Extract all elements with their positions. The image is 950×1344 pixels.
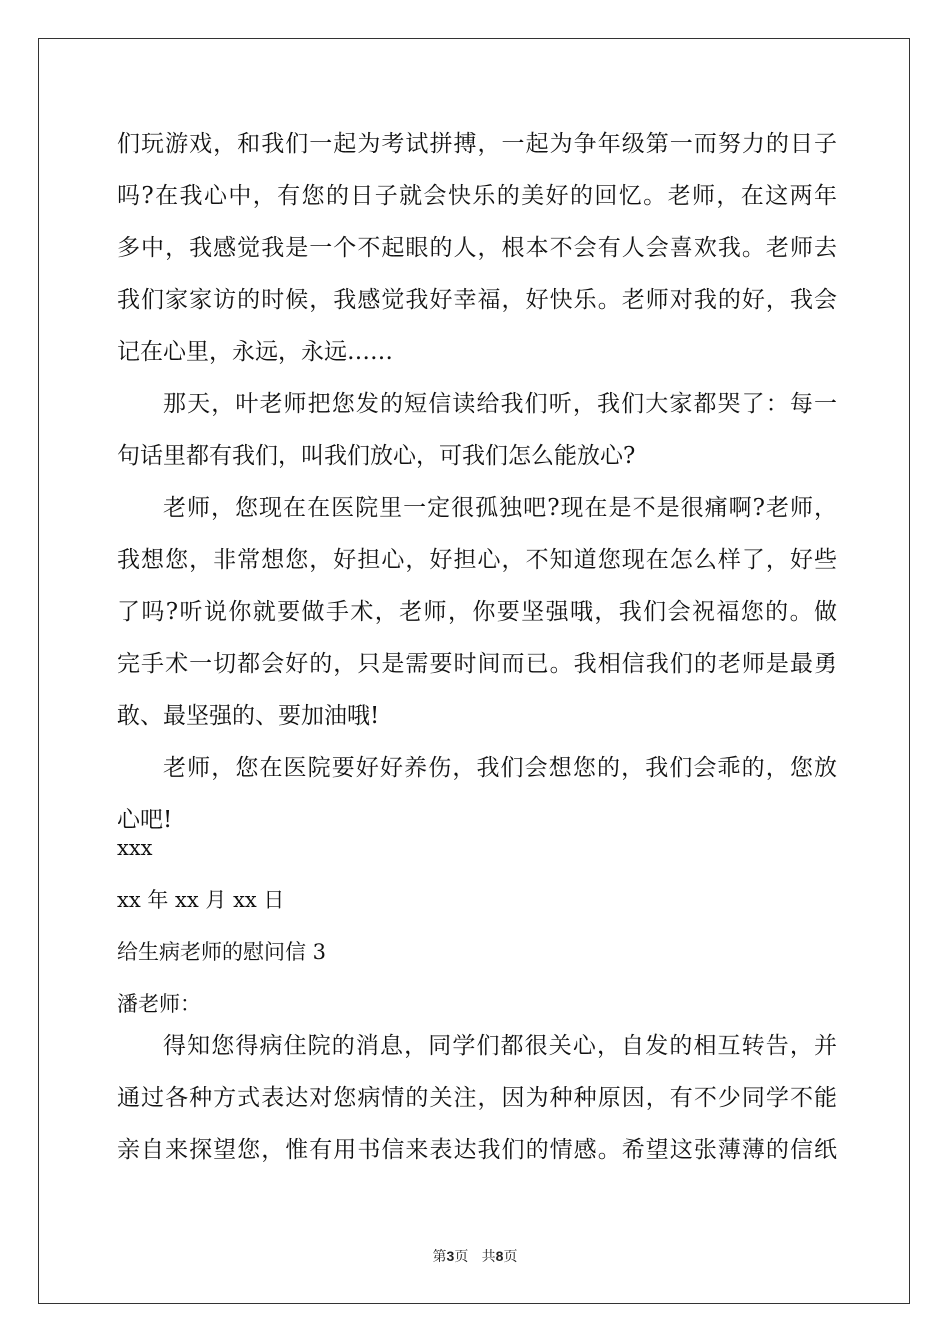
footer-current-page: 3 [446, 1248, 455, 1264]
paragraph-first-line: 得知您得病住院的消息，同学们都很关心，自发的相互转告，并 [163, 1033, 837, 1059]
paragraph-line: 记在心里，永远，永远…… [117, 339, 393, 365]
paragraph-first-line: 那天，叶老师把您发的短信读给我们听，我们大家都哭了：每一 [163, 391, 837, 417]
paragraph-line: 多中，我感觉我是一个不起眼的人，根本不会有人会喜欢我。老师去 [117, 235, 837, 261]
paragraph-line: 们玩游戏，和我们一起为考试拼搏，一起为争年级第一而努力的日子 [117, 131, 837, 157]
paragraph-line: 句话里都有我们，叫我们放心，可我们怎么能放心? [117, 443, 636, 469]
paragraph-line: 吗?在我心中，有您的日子就会快乐的美好的回忆。老师，在这两年 [117, 183, 837, 209]
signature-name: xxx [117, 836, 153, 860]
footer-suffix: 页 [503, 1249, 518, 1265]
paragraph-line: 我们家家访的时候，我感觉我好幸福，好快乐。老师对我的好，我会 [117, 287, 837, 313]
paragraph-line: 心吧! [117, 807, 173, 833]
paragraph-line: 完手术一切都会好的，只是需要时间而已。我相信我们的老师是最勇 [117, 651, 837, 677]
letter-title: 给生病老师的慰问信 3 [117, 940, 327, 964]
footer-total-pages: 8 [495, 1248, 504, 1264]
paragraph-line: 了吗?听说你就要做手术，老师，你要坚强哦，我们会祝福您的。做 [117, 599, 837, 625]
page-footer [0, 1246, 950, 1267]
paragraph-first-line: 老师，您在医院要好好养伤，我们会想您的，我们会乖的，您放 [163, 755, 837, 781]
footer-mid: 页 共 [454, 1249, 496, 1265]
paragraph-first-line: 老师，您现在在医院里一定很孤独吧?现在是不是很痛啊?老师， [163, 495, 837, 521]
paragraph-line: 通过各种方式表达对您病情的关注，因为种种原因，有不少同学不能 [117, 1085, 837, 1111]
paragraph-line: 亲自来探望您，惟有用书信来表达我们的情感。希望这张薄薄的信纸 [117, 1137, 837, 1163]
footer-prefix: 第 [432, 1249, 447, 1265]
signature-date: xx 年 xx 月 xx 日 [117, 888, 285, 912]
paragraph-line: 我想您，非常想您，好担心，好担心，不知道您现在怎么样了，好些 [117, 547, 837, 573]
paragraph-line: 敢、最坚强的、要加油哦! [117, 703, 380, 729]
letter-salutation: 潘老师： [117, 992, 201, 1016]
